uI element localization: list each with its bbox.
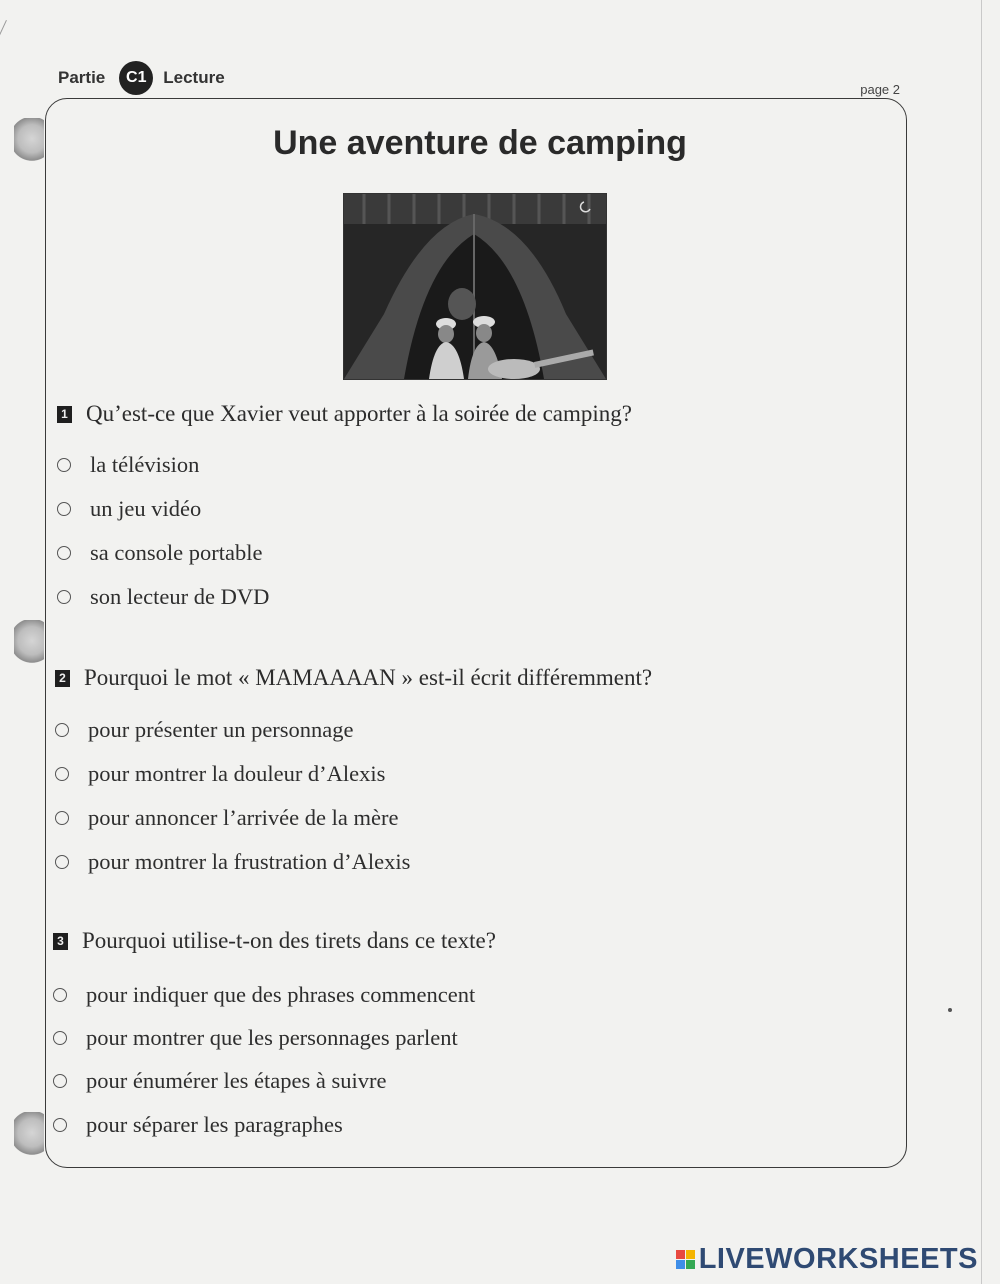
question-3-number: 3	[53, 933, 68, 950]
question-1-text: Qu’est-ce que Xavier veut apporter à la soirée de camping?	[86, 401, 632, 426]
q2-option-4[interactable]: pour montrer la frustration d’Alexis	[55, 849, 410, 875]
scan-edge-left	[0, 20, 7, 84]
q3-option-3[interactable]: pour énumérer les étapes à suivre	[53, 1068, 387, 1094]
question-1	[57, 401, 632, 427]
page-title: Une aventure de camping	[273, 124, 687, 162]
radio-button[interactable]	[57, 590, 71, 604]
camping-tent-photo	[343, 193, 607, 380]
q3-option-4[interactable]: pour séparer les paragraphes	[53, 1112, 343, 1138]
radio-button[interactable]	[55, 811, 69, 825]
question-3-text: Pourquoi utilise-t-on des tirets dans ce texte?	[82, 928, 496, 953]
scan-speck	[948, 1008, 952, 1012]
question-3	[53, 928, 496, 954]
radio-button[interactable]	[55, 723, 69, 737]
radio-button[interactable]	[57, 458, 71, 472]
part-code-badge: C1	[119, 61, 153, 95]
q1-option-1[interactable]: la télévision	[57, 452, 199, 478]
radio-button[interactable]	[53, 1031, 67, 1045]
radio-button[interactable]	[55, 855, 69, 869]
page-header	[58, 62, 225, 94]
q3-option-2[interactable]: pour montrer que les personnages parlent	[53, 1025, 458, 1051]
question-2-text: Pourquoi le mot « MAMAAAAN » est-il écrit différemment?	[84, 665, 653, 690]
q1-option-4[interactable]: son lecteur de DVD	[57, 584, 269, 610]
q2-option-3[interactable]: pour annoncer l’arrivée de la mère	[55, 805, 398, 831]
question-2-number: 2	[55, 670, 70, 687]
page-number: page 2	[860, 82, 900, 97]
q2-option-2[interactable]: pour montrer la douleur d’Alexis	[55, 761, 385, 787]
brand-name: LIVEWORKSHEETS	[698, 1243, 978, 1275]
punch-hole-middle	[14, 620, 44, 666]
punch-hole-bottom	[14, 1112, 44, 1158]
radio-button[interactable]	[55, 767, 69, 781]
question-2	[55, 665, 652, 691]
q2-option-1[interactable]: pour présenter un personnage	[55, 717, 354, 743]
radio-button[interactable]	[57, 546, 71, 560]
logo-icon	[676, 1250, 695, 1269]
q1-option-3[interactable]: sa console portable	[57, 540, 262, 566]
radio-button[interactable]	[53, 1074, 67, 1088]
section-label: Lecture	[163, 68, 225, 87]
radio-button[interactable]	[57, 502, 71, 516]
radio-button[interactable]	[53, 988, 67, 1002]
q3-option-1[interactable]: pour indiquer que des phrases commencent	[53, 982, 475, 1008]
question-1-number: 1	[57, 406, 72, 423]
part-label: Partie	[58, 68, 106, 87]
liveworksheets-logo[interactable]	[676, 1243, 978, 1276]
q1-option-2[interactable]: un jeu vidéo	[57, 496, 201, 522]
scan-edge-right	[981, 0, 982, 1284]
radio-button[interactable]	[53, 1118, 67, 1132]
